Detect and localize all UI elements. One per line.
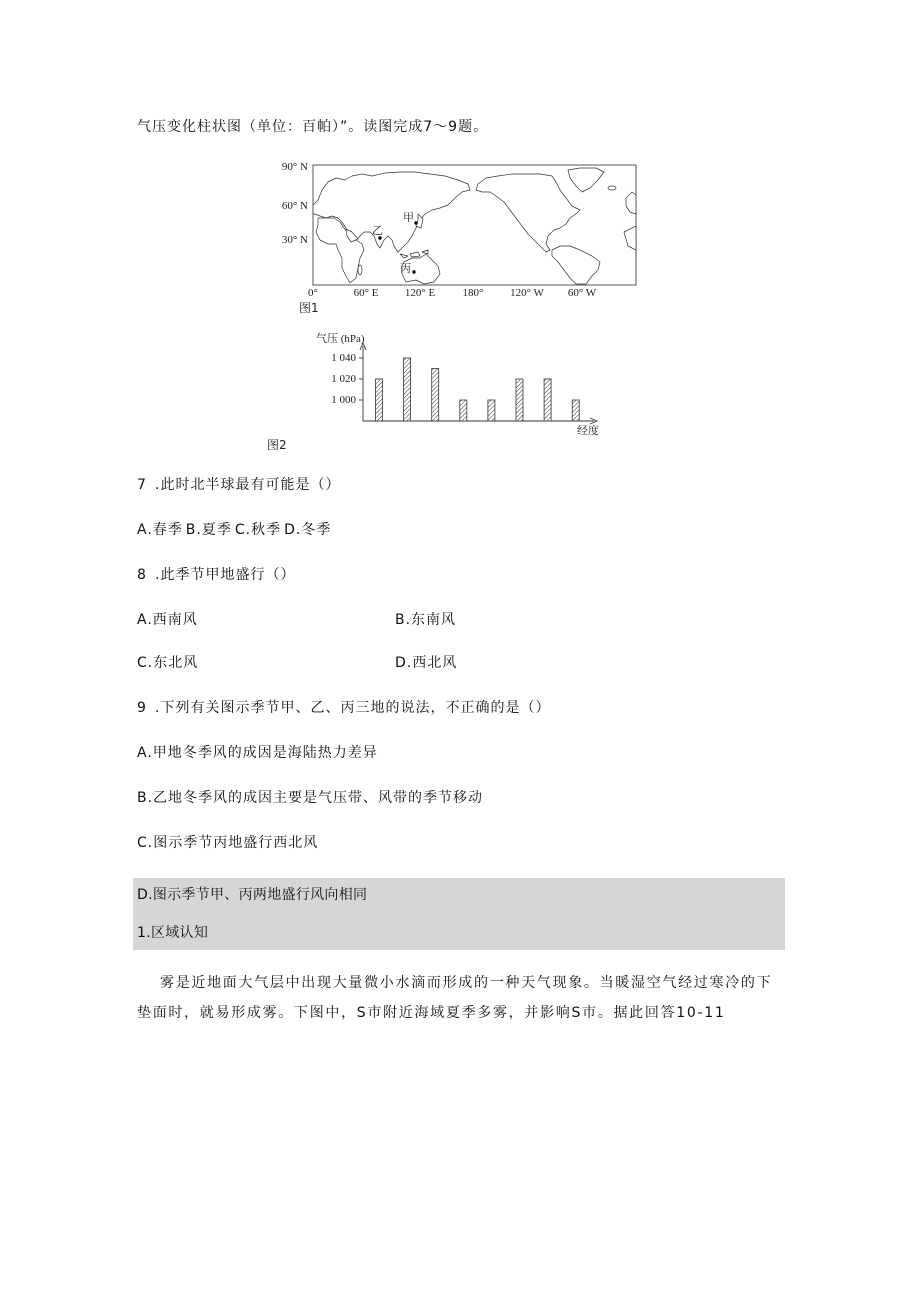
pressure-bar-chart [300, 335, 610, 435]
y-axis-label: 气压 (hPa) [316, 333, 365, 345]
q8-option-a: A.西南风 [137, 612, 198, 628]
lon-label-120e: 120° E [404, 287, 436, 299]
bar-8 [572, 400, 579, 421]
bar-1 [376, 379, 383, 421]
madagascar [358, 265, 362, 275]
section-heading: 1.区域认知 [137, 925, 209, 941]
q8-option-c: C.东北风 [137, 655, 199, 671]
q8-option-d: D.西北风 [395, 655, 458, 671]
lon-label-0: 0° [308, 287, 318, 299]
point-bing [412, 270, 415, 273]
q8-number: 8 [137, 567, 147, 583]
lon-label-180: 180° [462, 287, 484, 299]
place-label-yi: 乙 [372, 225, 383, 237]
x-axis-label: 经度 [577, 425, 599, 437]
iceland [608, 186, 616, 190]
q9-option-d: D.图示季节甲、丙两地盛行风向相同 [137, 887, 368, 903]
bar-6 [516, 379, 523, 421]
q7-option-b: B.夏季 [185, 522, 232, 538]
q7-option-a: A.春季 [137, 522, 183, 538]
q9-option-a: A.甲地冬季风的成因是海陆热力差异 [137, 745, 378, 761]
lat-label-90n: 90° N [281, 161, 308, 173]
q7-option-c: C.秋季 [234, 522, 282, 538]
bar-7 [544, 379, 551, 421]
intro-text: 气压变化柱状图（单位：百帕）”。读图完成7～9题。 [137, 119, 489, 135]
q7-option-d: D.冬季 [284, 522, 332, 538]
figure2-caption: 图2 [267, 438, 287, 452]
q9-option-c: C.图示季节丙地盛行西北风 [137, 835, 319, 851]
passage-line-2: 垫面时，就易形成雾。下图中，S市附近海域夏季多雾，并影响S市。据此回答10-11 [137, 1005, 726, 1021]
y-tick-label-1040: 1 040 [331, 352, 356, 364]
q9-option-b: B.乙地冬季风的成因主要是气压带、风带的季节移动 [137, 790, 484, 806]
place-label-jia: 甲 [403, 212, 414, 224]
lon-label-60w: 60° W [567, 287, 597, 299]
y-tick-label-1000: 1 000 [331, 394, 356, 406]
q7-stem: .此时北半球最有可能是（） [155, 477, 341, 493]
world-map [300, 160, 640, 290]
passage-line-1: 雾是近地面大气层中出现大量微小水滴而形成的一种天气现象。当暖湿空气经过寒冷的下 [160, 975, 773, 991]
bar-3 [432, 369, 439, 422]
y-tick-label-1020: 1 020 [331, 373, 356, 385]
lat-label-60n: 60° N [281, 200, 308, 212]
lat-label-30n: 30° N [281, 234, 308, 246]
q8-option-b: B.东南风 [395, 612, 457, 628]
q9-stem: .下列有关图示季节甲、乙、丙三地的说法，不正确的是（） [155, 700, 551, 716]
bar-4 [460, 400, 467, 421]
bar-2 [404, 358, 411, 421]
lon-label-60e: 60° E [353, 287, 379, 299]
q9-number: 9 [137, 700, 147, 716]
figure1-caption: 图1 [299, 301, 319, 315]
bar-5 [488, 400, 495, 421]
q7-number: 7 [137, 477, 147, 493]
q7-options [137, 521, 334, 539]
place-label-bing: 丙 [400, 263, 411, 275]
q8-stem: .此季节甲地盛行（） [155, 567, 296, 583]
lon-label-120w: 120° W [510, 287, 544, 299]
point-jia [414, 221, 417, 224]
